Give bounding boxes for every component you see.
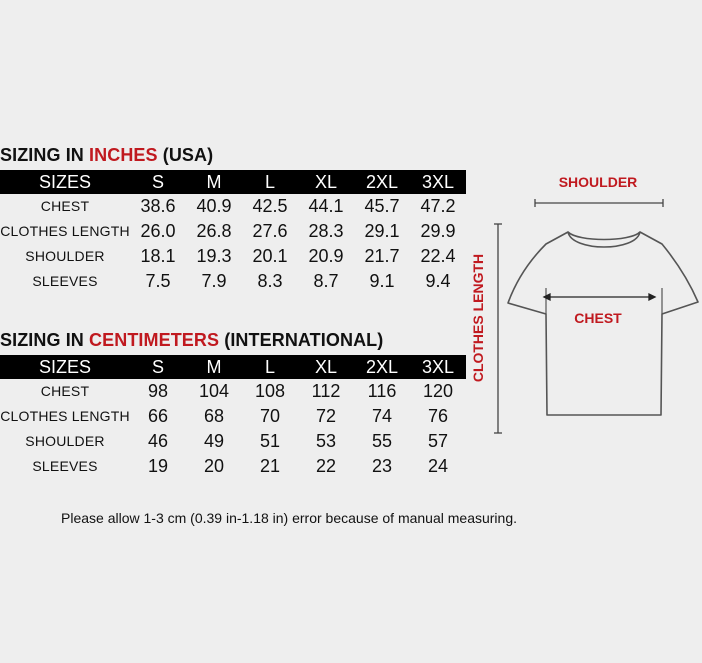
- table-cell: 29.9: [420, 221, 456, 241]
- table-cell: 21: [259, 456, 281, 476]
- table-row: [0, 379, 466, 404]
- table-cell: 45.7: [364, 196, 400, 216]
- shoulder-label: SHOULDER: [558, 174, 638, 190]
- table-cell: 9.4: [425, 271, 451, 291]
- table-cell: 116: [367, 381, 397, 401]
- inches-size-header: 2XL: [365, 172, 399, 192]
- table-cell: 55: [371, 431, 393, 451]
- table-row: [0, 269, 466, 294]
- table-cell: 57: [427, 431, 449, 451]
- inches-title-accent: INCHES: [89, 145, 158, 165]
- table-cell: 24: [427, 456, 449, 476]
- inches-title-suffix: (USA): [157, 145, 214, 165]
- cm-title-suffix: (INTERNATIONAL): [219, 330, 384, 350]
- table-cell: 20.9: [308, 246, 344, 266]
- tshirt-diagram: [460, 160, 702, 450]
- table-cell: 70: [259, 406, 281, 426]
- table-cell: 7.9: [201, 271, 227, 291]
- table-cell: 8.3: [257, 271, 283, 291]
- table-cell: 28.3: [308, 221, 344, 241]
- cm-header-row: [0, 355, 466, 379]
- table-cell: 46: [147, 431, 169, 451]
- row-label: SHOULDER: [25, 248, 105, 264]
- cm-size-header: L: [264, 357, 275, 377]
- table-cell: 72: [315, 406, 337, 426]
- table-row: [0, 429, 466, 454]
- table-cell: 22.4: [420, 246, 456, 266]
- table-cell: 120: [422, 381, 454, 401]
- row-label: CHEST: [40, 383, 90, 399]
- chest-label: CHEST: [574, 310, 622, 326]
- measurement-note: Please allow 1-3 cm (0.39 in-1.18 in) error because of manual measuring.: [61, 510, 518, 526]
- table-cell: 49: [203, 431, 225, 451]
- inches-size-header: XL: [314, 172, 338, 192]
- table-cell: 66: [147, 406, 169, 426]
- cm-size-header: XL: [314, 357, 338, 377]
- cm-title-prefix: SIZING IN: [0, 330, 90, 350]
- row-label: CLOTHES LENGTH: [0, 223, 130, 239]
- table-cell: 74: [371, 406, 393, 426]
- inches-header-row: [0, 170, 466, 194]
- cm-size-header: S: [151, 357, 164, 377]
- table-cell: 40.9: [196, 196, 232, 216]
- chest-measure-arrow: [544, 294, 655, 300]
- table-cell: 29.1: [364, 221, 400, 241]
- table-cell: 19.3: [196, 246, 232, 266]
- table-cell: 23: [371, 456, 393, 476]
- inches-size-header: 3XL: [421, 172, 455, 192]
- table-cell: 38.6: [140, 196, 176, 216]
- table-cell: 22: [315, 456, 337, 476]
- length-measure-line: [494, 224, 502, 433]
- table-cell: 104: [198, 381, 230, 401]
- cm-sizes-header: SIZES: [38, 357, 91, 377]
- table-cell: 27.6: [252, 221, 288, 241]
- table-cell: 19: [147, 456, 169, 476]
- cm-size-table: [0, 355, 466, 479]
- table-cell: 51: [259, 431, 281, 451]
- cm-section-title: [0, 330, 383, 351]
- row-label: SLEEVES: [32, 273, 98, 289]
- table-cell: 108: [254, 381, 286, 401]
- cm-size-header: 2XL: [365, 357, 399, 377]
- table-cell: 20: [203, 456, 225, 476]
- table-cell: 112: [311, 381, 341, 401]
- table-cell: 98: [147, 381, 169, 401]
- clothes-length-label: CLOTHES LENGTH: [470, 253, 486, 383]
- row-label: CLOTHES LENGTH: [0, 408, 130, 424]
- inches-size-table: [0, 170, 466, 294]
- table-row: [0, 219, 466, 244]
- table-cell: 9.1: [369, 271, 395, 291]
- cm-title-accent: CENTIMETERS: [89, 330, 220, 350]
- table-cell: 68: [203, 406, 225, 426]
- inches-size-header: L: [264, 172, 275, 192]
- table-cell: 8.7: [313, 271, 339, 291]
- table-cell: 26.0: [140, 221, 176, 241]
- table-cell: 76: [427, 406, 449, 426]
- table-cell: 18.1: [140, 246, 176, 266]
- inches-section-title: [0, 145, 213, 166]
- table-cell: 42.5: [252, 196, 288, 216]
- shoulder-measure-line: [535, 199, 663, 207]
- table-row: [0, 454, 466, 479]
- inches-sizes-header: SIZES: [38, 172, 91, 192]
- cm-size-header: 3XL: [421, 357, 455, 377]
- table-cell: 53: [315, 431, 337, 451]
- table-cell: 26.8: [196, 221, 232, 241]
- table-cell: 21.7: [364, 246, 400, 266]
- table-cell: 44.1: [308, 196, 344, 216]
- table-cell: 47.2: [420, 196, 456, 216]
- cm-size-header: M: [206, 357, 222, 377]
- row-label: SLEEVES: [32, 458, 98, 474]
- table-row: [0, 404, 466, 429]
- table-row: [0, 194, 466, 219]
- row-label: CHEST: [40, 198, 90, 214]
- table-cell: 7.5: [145, 271, 171, 291]
- table-row: [0, 244, 466, 269]
- inches-size-header: M: [206, 172, 222, 192]
- inches-title-prefix: SIZING IN: [0, 145, 90, 165]
- row-label: SHOULDER: [25, 433, 105, 449]
- table-cell: 20.1: [252, 246, 288, 266]
- inches-size-header: S: [151, 172, 164, 192]
